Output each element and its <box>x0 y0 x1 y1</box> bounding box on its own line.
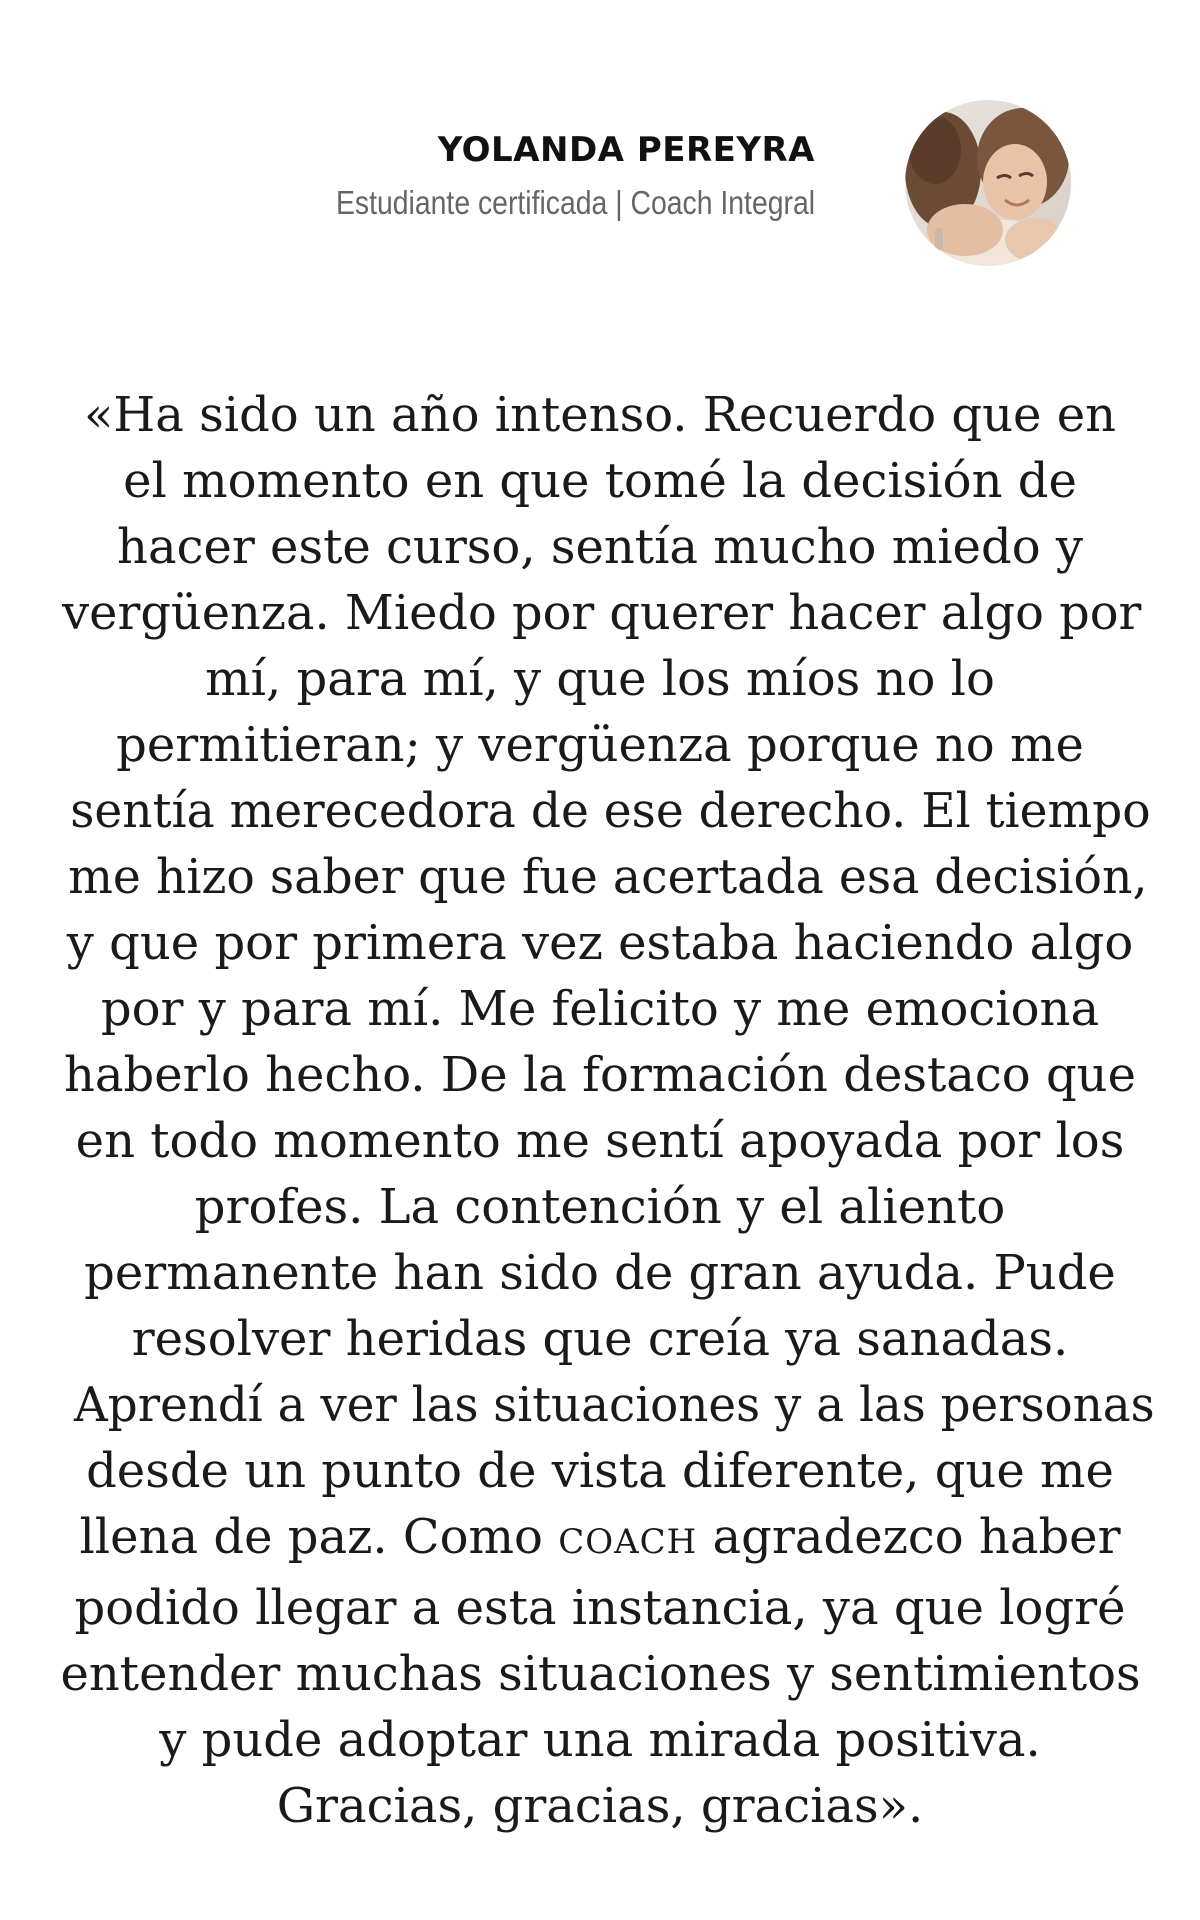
profile-text <box>258 130 815 222</box>
quote-line: me hizo saber que fue acertada esa decisión, <box>68 849 1148 905</box>
profile-subtitle: Estudiante certificada | Coach Integral <box>335 183 815 221</box>
avatar-photo-icon <box>905 100 1071 266</box>
quote-line: entender muchas situaciones y sentimientos <box>60 1646 1141 1702</box>
quote-line: mí, para mí, y que los míos no lo <box>205 651 995 707</box>
profile-header <box>0 100 1200 270</box>
quote-line: vergüenza. Miedo por querer hacer algo por <box>62 585 1142 641</box>
quote-line: y que por primera vez estaba haciendo algo <box>66 915 1134 971</box>
quote-text: llena de paz. Como <box>79 1509 559 1565</box>
quote-line: podido llegar a esta instancia, ya que logré <box>74 1580 1126 1636</box>
profile-name: YOLANDA PEREYRA <box>437 130 815 170</box>
coach-smallcaps: COACH <box>558 1522 698 1562</box>
quote-line-coach <box>60 1504 1140 1575</box>
quote-line: «Ha sido un año intenso. Recuerdo que en <box>83 387 1117 443</box>
quote-line: por y para mí. Me felicito y me emociona <box>100 981 1100 1037</box>
quote-line: en todo momento me sentí apoyada por los <box>75 1113 1125 1169</box>
quote-line: haberlo hecho. De la formación destaco que <box>64 1047 1136 1103</box>
quote-line: resolver heridas que creía ya sanadas. <box>131 1311 1069 1367</box>
quote-line-closing: Gracias, gracias, gracias». <box>276 1778 924 1834</box>
quote-line: sentía merecedora de ese derecho. El tiempo <box>70 783 1151 839</box>
testimonial-quote <box>60 382 1155 1839</box>
quote-line: desde un punto de vista diferente, que me <box>86 1443 1114 1499</box>
quote-text: agradezco haber <box>697 1509 1121 1565</box>
quote-line: permanente han sido de gran ayuda. Pude <box>84 1245 1116 1301</box>
quote-line: el momento en que tomé la decisión de <box>123 453 1077 509</box>
quote-line: hacer este curso, sentía mucho miedo y <box>117 519 1083 575</box>
avatar <box>905 100 1071 266</box>
quote-line: Aprendí a ver las situaciones y a las personas <box>74 1377 1155 1433</box>
quote-line: y pude adoptar una mirada positiva. <box>159 1712 1041 1768</box>
quote-line: profes. La contención y el aliento <box>194 1179 1006 1235</box>
quote-line: permitieran; y vergüenza porque no me <box>116 717 1084 773</box>
